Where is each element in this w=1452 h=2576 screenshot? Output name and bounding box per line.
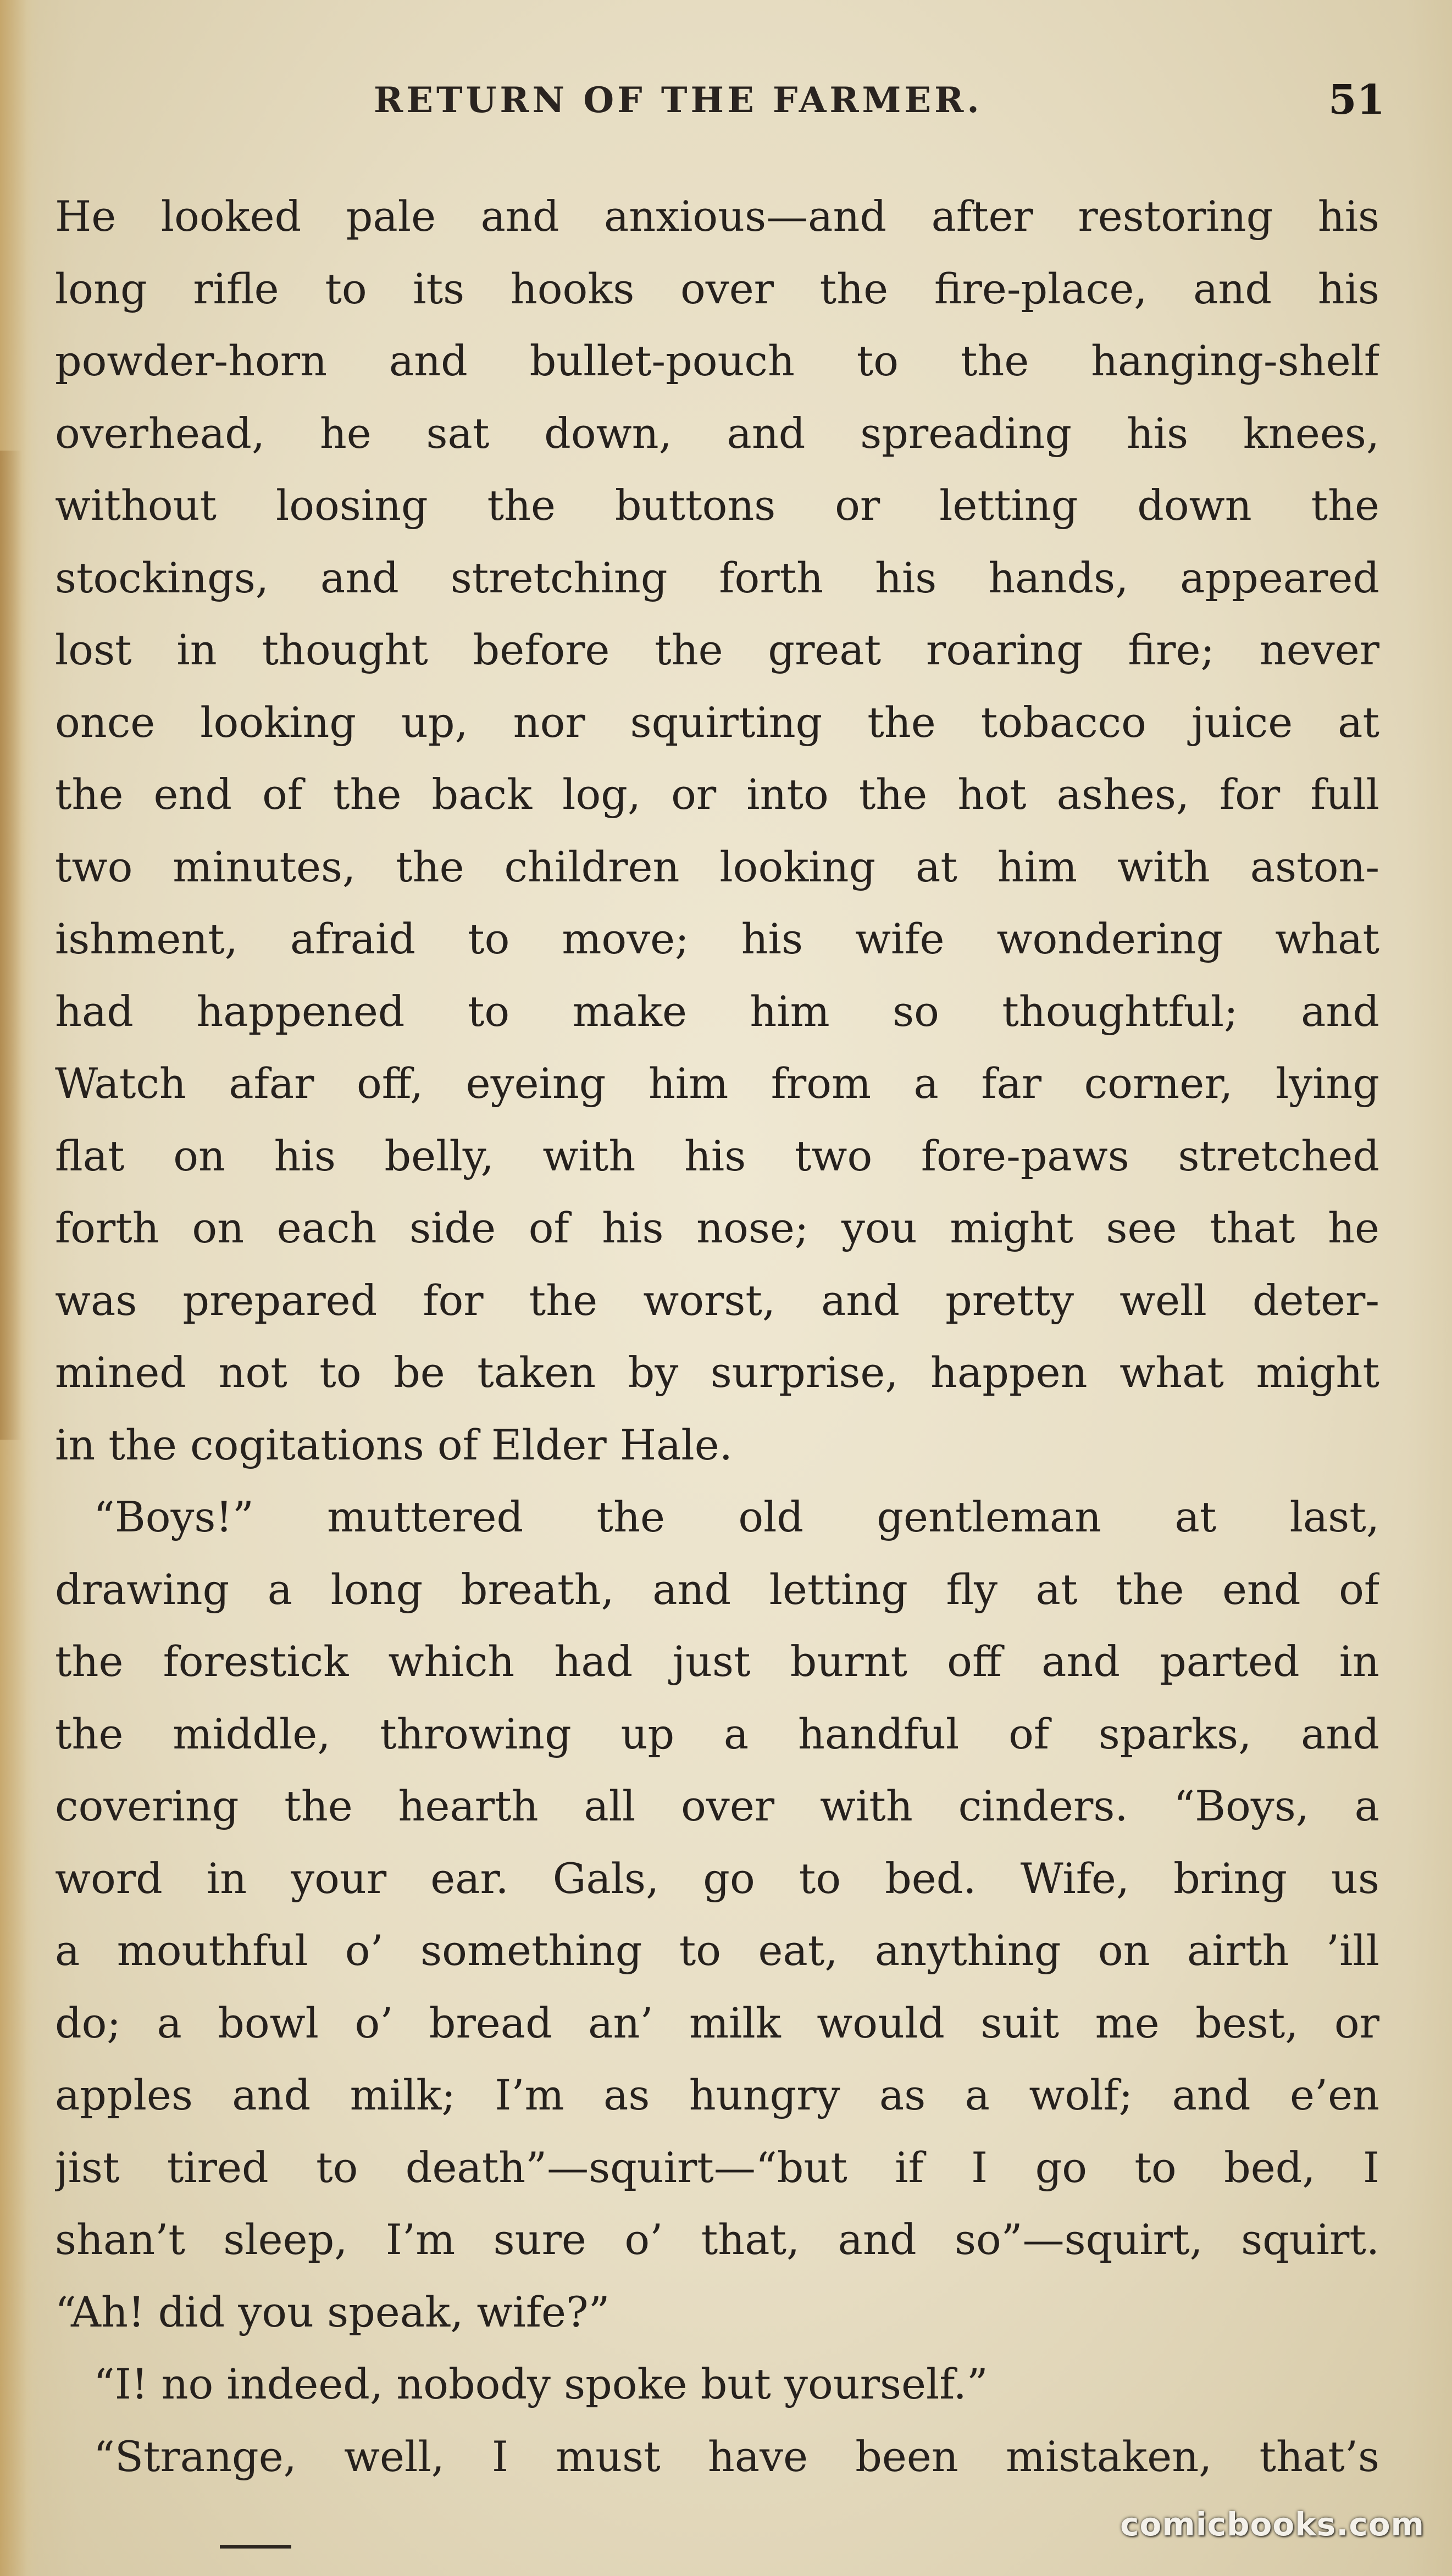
text-line: long rifle to its hooks over the fire-place, and his [55,264,1379,313]
running-head: RETURN OF THE FARMER. [374,80,983,121]
text-line: apples and milk; I’m as hungry as a wolf; and e’en [55,2070,1379,2119]
text-line: had happened to make him so thoughtful; and [55,986,1379,1036]
footer-rule-mark [220,2545,291,2549]
text-line: He looked pale and anxious—and after restoring his [55,192,1379,241]
text-line: covering the hearth all over with cinders. “Boys, a [55,1781,1379,1830]
text-line: shan’t sleep, I’m sure o’ that, and so”—squirt, squirt. [55,2215,1379,2264]
watermark: comicbooks.com [1120,2506,1425,2543]
text-line: was prepared for the worst, and pretty well deter- [55,1275,1379,1325]
text-line: Watch afar off, eyeing him from a far corner, lying [55,1059,1379,1108]
text-line: the forestick which had just burnt off and parted in [55,1637,1379,1686]
text-line: lost in thought before the great roaring fire; never [55,625,1379,674]
text-line: the end of the back log, or into the hot ashes, for full [55,770,1379,819]
text-line: overhead, he sat down, and spreading his knees, [55,408,1379,458]
page-number: 51 [1328,76,1385,124]
text-line: powder-horn and bullet-pouch to the hanging-shelf [55,336,1379,385]
text-line: jist tired to death”—squirt—“but if I go to bed, I [55,2142,1379,2192]
text-line: the middle, throwing up a handful of sparks, and [55,1709,1379,1758]
text-line: flat on his belly, with his two fore-paws stretched [55,1131,1379,1180]
text-line: “Boys!” muttered the old gentleman at last, [93,1492,1379,1541]
text-line: once looking up, nor squirting the tobacco juice at [55,697,1379,747]
text-line: mined not to be taken by surprise, happen what might [55,1348,1379,1397]
text-line: ishment, afraid to move; his wife wondering what [55,914,1379,963]
text-line: “Ah! did you speak, wife?” [55,2287,610,2336]
page-header [55,76,1385,129]
body-text [55,180,1379,2492]
text-line: drawing a long breath, and letting fly at the end of [55,1564,1379,1614]
text-line: do; a bowl o’ bread an’ milk would suit me best, or [55,1998,1379,2047]
page-stain [0,451,22,1440]
text-line: two minutes, the children looking at him with aston- [55,842,1379,891]
text-line: word in your ear. Gals, go to bed. Wife, bring us [55,1853,1379,1903]
text-line: “I! no indeed, nobody spoke but yourself.” [93,2360,988,2408]
text-line: forth on each side of his nose; you might see that he [55,1203,1379,1252]
text-line: stockings, and stretching forth his hands, appeared [55,553,1379,602]
text-line: a mouthful o’ something to eat, anything on airth ’ill [55,1926,1379,1975]
text-line: without loosing the buttons or letting down the [55,481,1379,530]
text-line: “Strange, well, I must have been mistaken, that’s [93,2431,1379,2481]
text-line: in the cogitations of Elder Hale. [55,1420,733,1469]
